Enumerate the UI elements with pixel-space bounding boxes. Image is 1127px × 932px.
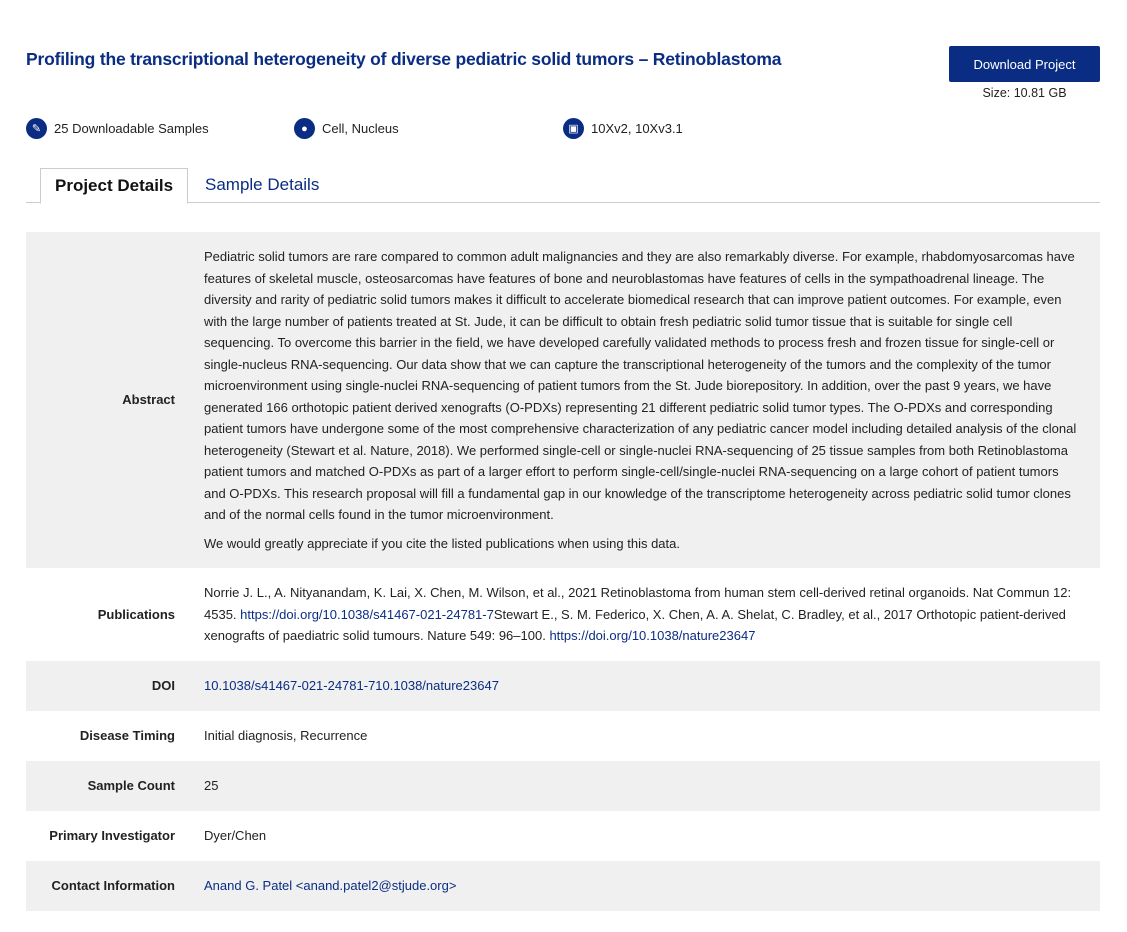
page-title: Profiling the transcriptional heterogeneity of diverse pediatric solid tumors – Retinoblastoma	[26, 49, 782, 69]
test-tube-icon: ✎	[26, 118, 47, 139]
publication-2: Stewart E., S. M. Federico, X. Chen, A. A. Shelat, C. Bradley, et al., 2017 Orthotopic patient-derived xenografts of paediatric solid tumours. Nature 549: 96–100.	[204, 606, 1066, 643]
row-publications	[26, 568, 1100, 661]
abstract-note: We would greatly appreciate if you cite the listed publications when using this data.	[204, 535, 680, 551]
row-disease-timing	[26, 711, 1100, 761]
tab-project-details[interactable]: Project Details	[40, 168, 188, 204]
publication-1: Norrie J. L., A. Nityanandam, K. Lai, X. Chen, M. Wilson, et al., 2021 Retinoblastoma from human stem cell-derived retinal organoids. Nat Commun 12: 4535.	[204, 585, 1072, 622]
row-label: Abstract	[122, 392, 175, 408]
row-value: Dyer/Chen	[204, 827, 267, 843]
row-sample-count	[26, 761, 1100, 811]
row-label: DOI	[151, 677, 175, 693]
sample-types	[294, 118, 399, 139]
row-abstract	[26, 232, 1100, 568]
meta-text: 25 Downloadable Samples	[54, 121, 209, 136]
doi-link[interactable]: 10.1038/s41467-021-24781-710.1038/nature23647	[204, 677, 499, 693]
row-doi	[26, 661, 1100, 711]
publication-1-link[interactable]: https://doi.org/10.1038/s41467-021-24781-7	[240, 606, 494, 622]
row-value: Initial diagnosis, Recurrence	[204, 727, 368, 743]
tab-bar	[26, 168, 1100, 203]
cell-icon: ●	[294, 118, 315, 139]
row-label: Publications	[97, 606, 175, 622]
row-value: 25	[204, 777, 219, 793]
project-details-table	[26, 232, 1100, 911]
contact-email-link[interactable]: Anand G. Patel <anand.patel2@stjude.org>	[204, 877, 457, 893]
row-label: Contact Information	[51, 877, 175, 893]
tab-sample-details[interactable]: Sample Details	[205, 175, 320, 194]
row-primary-investigator	[26, 811, 1100, 861]
publication-2-link[interactable]: https://doi.org/10.1038/nature23647	[549, 628, 756, 643]
row-label: Sample Count	[87, 777, 175, 793]
download-size: Size: 10.81 GB	[982, 86, 1067, 100]
download-project-button[interactable]: Download Project	[949, 46, 1100, 82]
meta-text: Cell, Nucleus	[322, 121, 399, 136]
row-label: Disease Timing	[79, 727, 175, 743]
row-label: Primary Investigator	[49, 827, 175, 843]
abstract-text: Pediatric solid tumors are rare compared to common adult malignancies and they are also remarkably diverse. For example, rhabdomyosarcomas have features of skeletal muscle, osteosarcomas have features of bone and neuroblastomas have features of cells in the sympathoadrenal lineage. The diversity and rarity of pediatric solid tumors makes it difficult to accelerate biomedical research that can improve patient outcomes. For example, even with the large number of patients treated at St. Jude, it can be difficult to obtain fresh pediatric solid tumor tissue that is suitable for single cell sequencing. To overcome this barrier in the field, we have developed carefully validated methods to process fresh and frozen tissue for single-cell or single-nucleus RNA-sequencing. Our data show that we can capture the transcriptional heterogeneity of the tumors and the complexity of the tumor microenvironment using single-nuclei RNA-sequencing of patient tumors from the St. Jude biorepository. In addition, over the past 9 years, we have generated 166 orthotopic patient derived xenografts (O-PDXs) representing 21 different pediatric solid tumor types. The O-PDXs and corresponding patient tumors have undergone some of the most comprehensive characterization of any pediatric cancer model including detailed analysis of the clonal heterogeneity (Stewart et al. Nature, 2018). We performed single-cell or single-nuclei RNA-sequencing of 25 tissue samples from both Retinoblastoma patient tumors and matched O-PDXs as part of a larger effort to perform single-cell/single-nuclei RNA-sequencing on a large cohort of patient tumors and O-PDXs. This research proposal will fill a fundamental gap in our knowledge of the transcriptome heterogeneity across pediatric solid tumor clones and of the normal cells found in the tumor microenvironment.	[204, 249, 1077, 522]
platforms	[563, 118, 683, 139]
platform-icon: ▣	[563, 118, 584, 139]
row-contact	[26, 861, 1100, 911]
samples-count	[26, 118, 209, 139]
meta-text: 10Xv2, 10Xv3.1	[591, 121, 683, 136]
